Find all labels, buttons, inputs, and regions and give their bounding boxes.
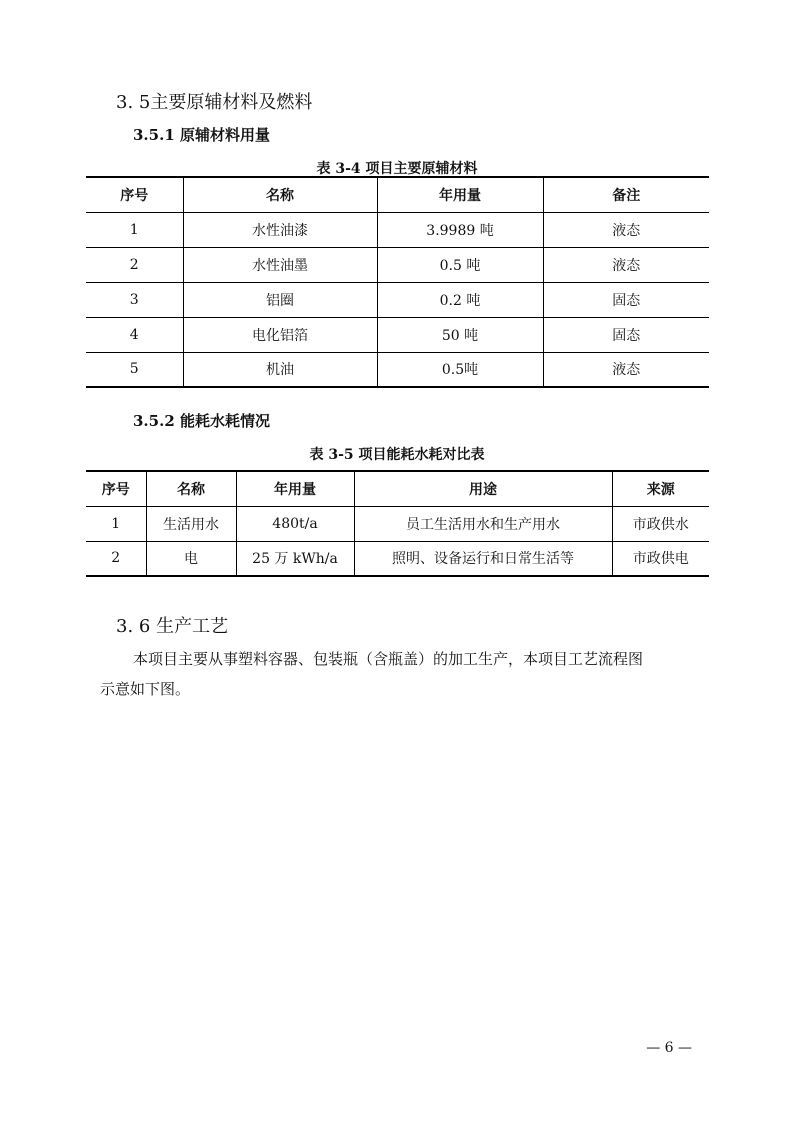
table-cell: 5 <box>86 352 183 387</box>
table-cell: 水性油漆 <box>183 212 377 247</box>
table-cell: 25 万 kWh/a <box>236 541 354 576</box>
table-row <box>86 282 709 317</box>
table-cell: 市政供水 <box>612 506 709 541</box>
header-cell: 名称 <box>183 177 377 212</box>
table-row <box>86 317 709 352</box>
table-cell: 0.5吨 <box>377 352 543 387</box>
raw-materials-table <box>86 176 709 388</box>
table-3-5-caption: 表 3-5 项目能耗水耗对比表 <box>309 447 485 463</box>
subsection-3-5-2-title: 3.5.2 能耗水耗情况 <box>133 412 270 430</box>
table-cell: 固态 <box>543 317 709 352</box>
table-row <box>86 247 709 282</box>
header-cell: 年用量 <box>236 471 354 506</box>
table-header-row <box>86 177 709 212</box>
table-cell: 员工生活用水和生产用水 <box>354 506 612 541</box>
table-cell: 0.5 吨 <box>377 247 543 282</box>
energy-water-table <box>86 470 709 577</box>
table-cell: 2 <box>86 541 146 576</box>
table-cell: 液态 <box>543 352 709 387</box>
header-cell: 序号 <box>86 177 183 212</box>
table-cell: 生活用水 <box>146 506 236 541</box>
subsection-3-5-1-title: 3.5.1 原辅材料用量 <box>133 126 270 144</box>
header-cell: 序号 <box>86 471 146 506</box>
paragraph-line: 示意如下图。 <box>100 680 191 698</box>
header-cell: 用途 <box>354 471 612 506</box>
table-row <box>86 541 709 576</box>
table-row <box>86 352 709 387</box>
table-row <box>86 212 709 247</box>
section-3-5-title: 3. 5主要原辅材料及燃料 <box>116 92 313 113</box>
table-3-4-caption: 表 3-4 项目主要原辅材料 <box>316 161 478 177</box>
table-cell: 0.2 吨 <box>377 282 543 317</box>
table-cell: 液态 <box>543 247 709 282</box>
table-cell: 3.9989 吨 <box>377 212 543 247</box>
header-cell: 名称 <box>146 471 236 506</box>
table-cell: 市政供电 <box>612 541 709 576</box>
table-cell: 铝圈 <box>183 282 377 317</box>
table-cell: 固态 <box>543 282 709 317</box>
table-cell: 3 <box>86 282 183 317</box>
header-cell: 年用量 <box>377 177 543 212</box>
header-cell: 来源 <box>612 471 709 506</box>
table-cell: 水性油墨 <box>183 247 377 282</box>
page-number: — 6 — <box>646 1040 692 1056</box>
table-cell: 电化铝箔 <box>183 317 377 352</box>
table-cell: 液态 <box>543 212 709 247</box>
table-cell: 4 <box>86 317 183 352</box>
table-cell: 1 <box>86 212 183 247</box>
paragraph-line: 本项目主要从事塑料容器、包装瓶（含瓶盖）的加工生产，本项目工艺流程图 <box>133 650 644 668</box>
table-cell: 1 <box>86 506 146 541</box>
table-cell: 50 吨 <box>377 317 543 352</box>
table-row <box>86 506 709 541</box>
header-cell: 备注 <box>543 177 709 212</box>
table-cell: 480t/a <box>236 506 354 541</box>
section-3-6-title: 3. 6 生产工艺 <box>116 616 229 637</box>
table-cell: 机油 <box>183 352 377 387</box>
table-cell: 照明、设备运行和日常生活等 <box>354 541 612 576</box>
table-cell: 电 <box>146 541 236 576</box>
table-header-row <box>86 471 709 506</box>
table-cell: 2 <box>86 247 183 282</box>
